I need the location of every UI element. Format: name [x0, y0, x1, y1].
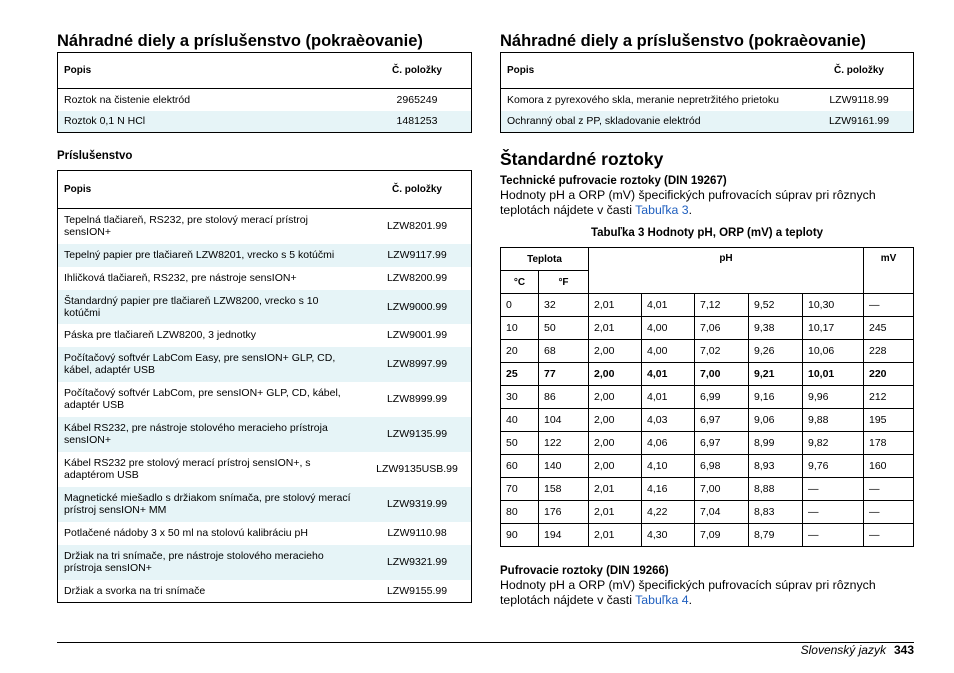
ph-cell: 4,10 — [642, 455, 695, 478]
left-column — [57, 30, 472, 603]
section-heading: Náhradné diely a príslušenstvo (pokraèovanie) — [500, 32, 866, 50]
ph-cell: 2,00 — [589, 340, 642, 363]
temperature-cell: 77 — [539, 363, 589, 386]
ph-cell: 8,88 — [749, 478, 803, 501]
ph-cell: 2,00 — [589, 432, 642, 455]
table-row — [58, 209, 472, 244]
mv-cell: 178 — [864, 432, 914, 455]
ph-cell: 9,26 — [749, 340, 803, 363]
item-description: Držiak a svorka na tri snímače — [64, 584, 206, 597]
ph-cell: 4,06 — [642, 432, 695, 455]
mv-cell: — — [864, 478, 914, 501]
table-row — [501, 363, 914, 386]
right-column — [500, 30, 914, 608]
ph-cell: 8,83 — [749, 501, 803, 524]
item-description: Roztok 0,1 N HCl — [64, 115, 146, 128]
table-row — [501, 386, 914, 409]
column-header: Popis — [64, 184, 92, 195]
item-number: LZW9135.99 — [386, 428, 448, 440]
item-number: LZW9110.98 — [387, 527, 447, 539]
ph-cell: 10,30 — [803, 294, 864, 317]
table-row — [58, 244, 472, 267]
temperature-cell: 90 — [501, 524, 539, 547]
ph-cell: 9,06 — [749, 409, 803, 432]
temperature-cell: 70 — [501, 478, 539, 501]
ph-cell: 2,00 — [589, 455, 642, 478]
ph-cell: 9,16 — [749, 386, 803, 409]
ph-cell: 10,06 — [803, 340, 864, 363]
ph-cell: 6,97 — [695, 409, 749, 432]
ph-cell: 9,52 — [749, 294, 803, 317]
item-number: LZW8201.99 — [386, 220, 448, 233]
item-description: Páska pre tlačiareň LZW8200, 3 jednotky — [64, 329, 257, 341]
buffers-text: Hodnoty pH a ORP (mV) špecifických pufrovacích súprav pri rôznych teplotách nájdete v časti Tabuľka 4. — [500, 578, 876, 607]
item-number: LZW9321.99 — [386, 556, 448, 568]
ph-cell: 10,17 — [803, 317, 864, 340]
temperature-cell: 30 — [501, 386, 539, 409]
item-number: LZW9135USB.99 — [376, 463, 458, 475]
item-description: Štandardný papier pre tlačiareň LZW8200, vrecko s 10 kotúčmi — [64, 294, 319, 319]
column-header: Č. položky — [833, 65, 884, 76]
ph-cell: 2,00 — [589, 409, 642, 432]
mv-header: mV — [864, 248, 914, 294]
table-row — [58, 487, 472, 522]
ph-cell: 8,93 — [749, 455, 803, 478]
table-caption: Tabuľka 3 Hodnoty pH, ORP (mV) a teploty — [590, 227, 824, 239]
ph-cell: 4,01 — [642, 363, 695, 386]
ph-cell: 2,01 — [589, 501, 642, 524]
ph-cell: 7,00 — [695, 363, 749, 386]
mv-cell: 195 — [864, 409, 914, 432]
temperature-cell: 40 — [501, 409, 539, 432]
ph-cell: 9,88 — [803, 409, 864, 432]
mv-cell: 220 — [864, 363, 914, 386]
item-description: Tepelná tlačiareň, RS232, pre stolový merací prístroj sensION+ — [64, 214, 308, 239]
accessories-heading: Príslušenstvo — [57, 150, 133, 162]
accessories-table — [57, 170, 472, 603]
ph-cell: 2,01 — [589, 294, 642, 317]
technical-buffers-heading: Technické pufrovacie roztoky (DIN 19267) — [500, 175, 727, 187]
item-number: LZW8200.99 — [386, 272, 448, 284]
page-footer — [801, 643, 914, 657]
table-row — [58, 452, 472, 487]
table-row — [501, 294, 914, 317]
ph-cell: 7,04 — [695, 501, 749, 524]
item-number: LZW9118.99 — [829, 93, 889, 106]
temperature-header: Teplota — [501, 248, 589, 271]
column-header: Popis — [507, 65, 535, 76]
mv-cell: 228 — [864, 340, 914, 363]
table-row — [58, 111, 472, 133]
ph-cell: 8,99 — [749, 432, 803, 455]
ph-cell: 4,01 — [642, 386, 695, 409]
standard-solutions-heading: Štandardné roztoky — [500, 149, 664, 169]
table-row — [501, 455, 914, 478]
ph-cell: 7,00 — [695, 478, 749, 501]
table-row — [501, 432, 914, 455]
temperature-cell: 25 — [501, 363, 539, 386]
replacement-parts-table — [500, 52, 914, 133]
item-number: LZW8999.99 — [386, 393, 448, 405]
ph-cell: 9,82 — [803, 432, 864, 455]
ph-cell: 4,30 — [642, 524, 695, 547]
table-row — [58, 545, 472, 580]
temperature-cell: 50 — [501, 432, 539, 455]
temperature-cell: 32 — [539, 294, 589, 317]
table-row — [58, 347, 472, 382]
ph-cell: 8,79 — [749, 524, 803, 547]
table-row — [501, 501, 914, 524]
ph-cell: 9,96 — [803, 386, 864, 409]
temperature-cell: 60 — [501, 455, 539, 478]
table-row — [501, 111, 914, 133]
section-heading: Náhradné diely a príslušenstvo (pokraèovanie) — [57, 32, 423, 50]
temperature-cell: 80 — [501, 501, 539, 524]
item-description: Počítačový softvér LabCom Easy, pre sensION+ GLP, CD, kábel, adaptér USB — [64, 352, 336, 376]
ph-cell: — — [803, 501, 864, 524]
temperature-cell: 0 — [501, 294, 539, 317]
ph-header: pH — [589, 248, 864, 294]
ph-cell: 4,00 — [642, 317, 695, 340]
item-description: Tepelný papier pre tlačiareň LZW8201, vrecko s 5 kotúčmi — [64, 249, 335, 261]
item-number: LZW8997.99 — [386, 358, 448, 370]
temperature-cell: 194 — [539, 524, 589, 547]
temperature-cell: 176 — [539, 501, 589, 524]
ph-cell: 6,99 — [695, 386, 749, 409]
ph-cell: 7,12 — [695, 294, 749, 317]
ph-cell: 7,09 — [695, 524, 749, 547]
ph-cell: — — [803, 478, 864, 501]
footer-language: Slovenský jazyk — [800, 643, 886, 657]
item-description: Magnetické miešadlo s držiakom snímača, pre stolový merací prístroj sensION+ MM — [64, 492, 351, 516]
item-description: Komora z pyrexového skla, meranie nepretržitého prietoku — [507, 93, 779, 106]
item-description: Kábel RS232, pre nástroje stolového meracieho prístroja sensION+ — [64, 422, 328, 446]
ph-cell: 7,06 — [695, 317, 749, 340]
buffers-heading: Pufrovacie roztoky (DIN 19266) — [500, 565, 669, 577]
table-row — [58, 580, 472, 603]
replacement-parts-table — [57, 52, 472, 133]
item-description: Držiak na tri snímače, pre nástroje stolového meracieho prístroja sensION+ — [64, 550, 324, 574]
ph-cell: 4,01 — [642, 294, 695, 317]
item-description: Roztok na čistenie elektród — [64, 93, 191, 106]
table-row — [58, 324, 472, 347]
ph-cell: 2,00 — [589, 386, 642, 409]
ph-cell: 4,03 — [642, 409, 695, 432]
table-row — [501, 89, 914, 111]
item-description: Ochranný obal z PP, skladovanie elektród — [507, 115, 701, 128]
item-number: LZW9117.99 — [387, 249, 447, 261]
table-row — [58, 89, 472, 111]
temperature-cell: 86 — [539, 386, 589, 409]
ph-cell: — — [803, 524, 864, 547]
ph-cell: 4,16 — [642, 478, 695, 501]
temperature-cell: 140 — [539, 455, 589, 478]
mv-cell: — — [864, 501, 914, 524]
table-row — [58, 417, 472, 452]
item-description: Počítačový softvér LabCom, pre sensION+ GLP, CD, kábel, adaptér USB — [64, 387, 341, 411]
table-row — [501, 478, 914, 501]
ph-cell: 7,02 — [695, 340, 749, 363]
ph-cell: 4,22 — [642, 501, 695, 524]
table-row — [58, 267, 472, 290]
temperature-cell: 10 — [501, 317, 539, 340]
page-number: 343 — [893, 643, 914, 657]
fahrenheit-header: °F — [539, 271, 589, 294]
mv-cell: — — [864, 524, 914, 547]
column-header: Popis — [64, 65, 92, 76]
mv-cell: 160 — [864, 455, 914, 478]
ph-cell: 9,38 — [749, 317, 803, 340]
ph-cell: 4,00 — [642, 340, 695, 363]
ph-cell: 6,97 — [695, 432, 749, 455]
table-row — [501, 317, 914, 340]
ph-cell: 2,01 — [589, 317, 642, 340]
mv-cell: — — [864, 294, 914, 317]
footer-divider — [57, 642, 914, 643]
item-number: 1481253 — [396, 115, 438, 128]
ph-cell: 9,76 — [803, 455, 864, 478]
temperature-cell: 104 — [539, 409, 589, 432]
ph-cell: 9,21 — [749, 363, 803, 386]
item-number: LZW9161.99 — [828, 115, 890, 128]
column-header: Č. položky — [391, 65, 442, 76]
table-3-link[interactable]: Tabuľka 3 — [635, 203, 689, 217]
table-row — [58, 522, 472, 545]
item-description: Potlačené nádoby 3 x 50 ml na stolovú kalibráciu pH — [64, 527, 308, 539]
column-header: Č. položky — [391, 184, 442, 195]
ph-cell: 2,01 — [589, 478, 642, 501]
item-description: Kábel RS232 pre stolový merací prístroj sensION+, s adaptérom USB — [64, 457, 311, 481]
item-number: LZW9000.99 — [386, 300, 448, 313]
table-row — [58, 290, 472, 324]
table-row — [501, 524, 914, 547]
item-number: 2965249 — [396, 93, 438, 106]
ph-orp-temperature-table — [500, 247, 914, 547]
item-number: LZW9155.99 — [386, 584, 448, 597]
temperature-cell: 68 — [539, 340, 589, 363]
item-number: LZW9319.99 — [386, 498, 448, 510]
technical-buffers-text: Hodnoty pH a ORP (mV) špecifických pufrovacích súprav pri rôznych teplotách nájdete v časti Tabuľka 3. — [500, 188, 876, 217]
item-description: Ihličková tlačiareň, RS232, pre nástroje sensION+ — [64, 272, 297, 284]
table-row — [501, 340, 914, 363]
table-row — [58, 382, 472, 417]
celsius-header: °C — [501, 271, 539, 294]
table-4-link[interactable]: Tabuľka 4 — [635, 593, 689, 607]
ph-cell: 2,01 — [589, 524, 642, 547]
ph-cell: 10,01 — [803, 363, 864, 386]
temperature-cell: 20 — [501, 340, 539, 363]
mv-cell: 212 — [864, 386, 914, 409]
table-row — [501, 409, 914, 432]
temperature-cell: 122 — [539, 432, 589, 455]
temperature-cell: 158 — [539, 478, 589, 501]
ph-cell: 6,98 — [695, 455, 749, 478]
ph-cell: 2,00 — [589, 363, 642, 386]
item-number: LZW9001.99 — [386, 329, 448, 341]
mv-cell: 245 — [864, 317, 914, 340]
temperature-cell: 50 — [539, 317, 589, 340]
